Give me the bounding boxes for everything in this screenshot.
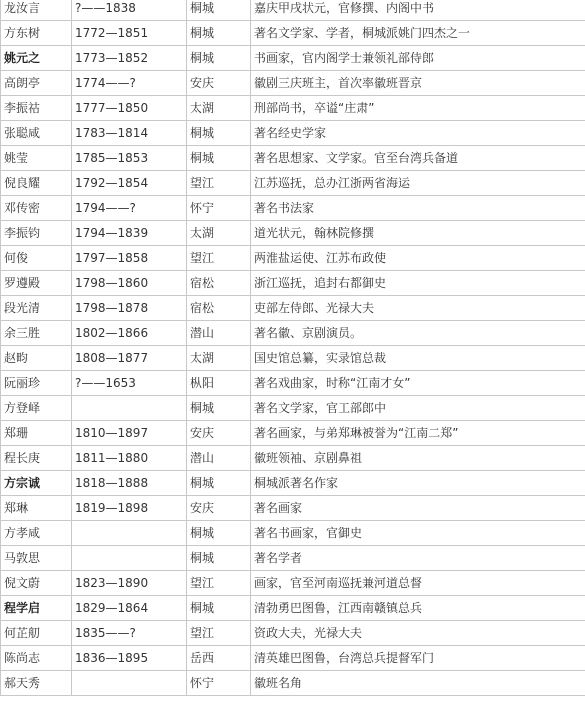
table-row	[1, 496, 585, 521]
desc-cell: 道光状元，翰林院修撰	[251, 221, 585, 246]
table-row	[1, 171, 585, 196]
people-table-body	[1, 0, 585, 696]
desc-cell: 徽班名角	[251, 671, 585, 696]
place-cell: 桐城	[187, 21, 251, 46]
name-cell: 段光清	[1, 296, 72, 321]
name-cell: 邓传密	[1, 196, 72, 221]
years-cell: 1797—1858	[72, 246, 187, 271]
desc-cell: 书画家，官内阁学士兼领礼部侍郎	[251, 46, 585, 71]
name-cell: 姚元之	[1, 46, 72, 71]
table-row	[1, 21, 585, 46]
years-cell: 1785—1853	[72, 146, 187, 171]
table-row	[1, 396, 585, 421]
table-row	[1, 0, 585, 21]
desc-cell: 著名画家	[251, 496, 585, 521]
desc-cell: 清英雄巴图鲁，台湾总兵提督军门	[251, 646, 585, 671]
desc-cell: 著名书法家	[251, 196, 585, 221]
place-cell: 桐城	[187, 471, 251, 496]
place-cell: 桐城	[187, 146, 251, 171]
place-cell: 怀宁	[187, 196, 251, 221]
years-cell	[72, 521, 187, 546]
table-row	[1, 421, 585, 446]
years-cell: 1810—1897	[72, 421, 187, 446]
table-row	[1, 271, 585, 296]
place-cell: 潜山	[187, 446, 251, 471]
years-cell: 1818—1888	[72, 471, 187, 496]
place-cell: 桐城	[187, 46, 251, 71]
desc-cell: 著名学者	[251, 546, 585, 571]
name-cell: 阮丽珍	[1, 371, 72, 396]
years-cell	[72, 396, 187, 421]
table-row	[1, 246, 585, 271]
table-row	[1, 96, 585, 121]
years-cell: 1811—1880	[72, 446, 187, 471]
place-cell: 太湖	[187, 346, 251, 371]
name-cell: 何俊	[1, 246, 72, 271]
name-cell: 倪文蔚	[1, 571, 72, 596]
years-cell: ?——1838	[72, 0, 187, 21]
place-cell: 太湖	[187, 96, 251, 121]
table-row	[1, 46, 585, 71]
table-row	[1, 471, 585, 496]
table-row	[1, 596, 585, 621]
name-cell: 赵畇	[1, 346, 72, 371]
years-cell: 1808—1877	[72, 346, 187, 371]
place-cell: 桐城	[187, 596, 251, 621]
table-row	[1, 546, 585, 571]
years-cell: 1819—1898	[72, 496, 187, 521]
table-row	[1, 296, 585, 321]
name-cell: 龙汝言	[1, 0, 72, 21]
desc-cell: 刑部尚书，卒谥“庄肃”	[251, 96, 585, 121]
years-cell: 1773—1852	[72, 46, 187, 71]
name-cell: 郑珊	[1, 421, 72, 446]
name-cell: 倪良耀	[1, 171, 72, 196]
desc-cell: 著名经史学家	[251, 121, 585, 146]
years-cell	[72, 546, 187, 571]
table-row	[1, 521, 585, 546]
table-row	[1, 346, 585, 371]
desc-cell: 江苏巡抚，总办江浙两省海运	[251, 171, 585, 196]
desc-cell: 桐城派著名作家	[251, 471, 585, 496]
desc-cell: 著名思想家、文学家。官至台湾兵备道	[251, 146, 585, 171]
years-cell: 1798—1878	[72, 296, 187, 321]
desc-cell: 著名文学家，官工部郎中	[251, 396, 585, 421]
years-cell: 1792—1854	[72, 171, 187, 196]
place-cell: 潜山	[187, 321, 251, 346]
place-cell: 安庆	[187, 71, 251, 96]
table-row	[1, 446, 585, 471]
desc-cell: 两淮盐运使、江苏布政使	[251, 246, 585, 271]
desc-cell: 清勃勇巴图鲁，江西南赣镇总兵	[251, 596, 585, 621]
name-cell: 郝天秀	[1, 671, 72, 696]
name-cell: 陈尚志	[1, 646, 72, 671]
desc-cell: 国史馆总纂，实录馆总裁	[251, 346, 585, 371]
years-cell: 1777—1850	[72, 96, 187, 121]
name-cell: 何芷舠	[1, 621, 72, 646]
place-cell: 桐城	[187, 396, 251, 421]
name-cell: 程学启	[1, 596, 72, 621]
years-cell: 1794——?	[72, 196, 187, 221]
place-cell: 望江	[187, 171, 251, 196]
years-cell: 1774——?	[72, 71, 187, 96]
name-cell: 姚莹	[1, 146, 72, 171]
desc-cell: 著名文学家、学者，桐城派姚门四杰之一	[251, 21, 585, 46]
name-cell: 方东树	[1, 21, 72, 46]
table-row	[1, 321, 585, 346]
place-cell: 桐城	[187, 521, 251, 546]
desc-cell: 徽剧三庆班主，首次率徽班晋京	[251, 71, 585, 96]
table-row	[1, 71, 585, 96]
desc-cell: 资政大夫，光禄大夫	[251, 621, 585, 646]
place-cell: 望江	[187, 571, 251, 596]
name-cell: 余三胜	[1, 321, 72, 346]
desc-cell: 浙江巡抚，追封右都御史	[251, 271, 585, 296]
years-cell: 1836—1895	[72, 646, 187, 671]
name-cell: 李振祜	[1, 96, 72, 121]
place-cell: 望江	[187, 246, 251, 271]
name-cell: 高朗亭	[1, 71, 72, 96]
years-cell: 1823—1890	[72, 571, 187, 596]
place-cell: 安庆	[187, 421, 251, 446]
place-cell: 太湖	[187, 221, 251, 246]
name-cell: 马敦思	[1, 546, 72, 571]
table-row	[1, 646, 585, 671]
place-cell: 岳西	[187, 646, 251, 671]
place-cell: 枞阳	[187, 371, 251, 396]
years-cell	[72, 671, 187, 696]
desc-cell: 著名徽、京剧演员。	[251, 321, 585, 346]
table-row	[1, 146, 585, 171]
place-cell: 望江	[187, 621, 251, 646]
name-cell: 方登峄	[1, 396, 72, 421]
table-row	[1, 196, 585, 221]
desc-cell: 著名戏曲家，时称“江南才女”	[251, 371, 585, 396]
desc-cell: 徽班领袖、京剧鼻祖	[251, 446, 585, 471]
desc-cell: 著名书画家，官御史	[251, 521, 585, 546]
desc-cell: 著名画家，与弟郑琳被誉为“江南二郑”	[251, 421, 585, 446]
place-cell: 宿松	[187, 296, 251, 321]
place-cell: 桐城	[187, 121, 251, 146]
years-cell: 1798—1860	[72, 271, 187, 296]
place-cell: 桐城	[187, 0, 251, 21]
place-cell: 宿松	[187, 271, 251, 296]
years-cell: 1794—1839	[72, 221, 187, 246]
table-row	[1, 621, 585, 646]
years-cell: 1829—1864	[72, 596, 187, 621]
years-cell: 1835——?	[72, 621, 187, 646]
name-cell: 罗遵殿	[1, 271, 72, 296]
name-cell: 郑琳	[1, 496, 72, 521]
place-cell: 安庆	[187, 496, 251, 521]
years-cell: 1802—1866	[72, 321, 187, 346]
table-row	[1, 121, 585, 146]
desc-cell: 吏部左侍郎、光禄大夫	[251, 296, 585, 321]
table-row	[1, 671, 585, 696]
desc-cell: 画家，官至河南巡抚兼河道总督	[251, 571, 585, 596]
years-cell: 1772—1851	[72, 21, 187, 46]
name-cell: 程长庚	[1, 446, 72, 471]
name-cell: 方宗诚	[1, 471, 72, 496]
table-row	[1, 371, 585, 396]
table-row	[1, 571, 585, 596]
years-cell: 1783—1814	[72, 121, 187, 146]
place-cell: 桐城	[187, 546, 251, 571]
name-cell: 张聪咸	[1, 121, 72, 146]
table-row	[1, 221, 585, 246]
name-cell: 李振钧	[1, 221, 72, 246]
place-cell: 怀宁	[187, 671, 251, 696]
name-cell: 方孝咸	[1, 521, 72, 546]
years-cell: ?——1653	[72, 371, 187, 396]
desc-cell: 嘉庆甲戌状元，官修撰、内阁中书	[251, 0, 585, 21]
